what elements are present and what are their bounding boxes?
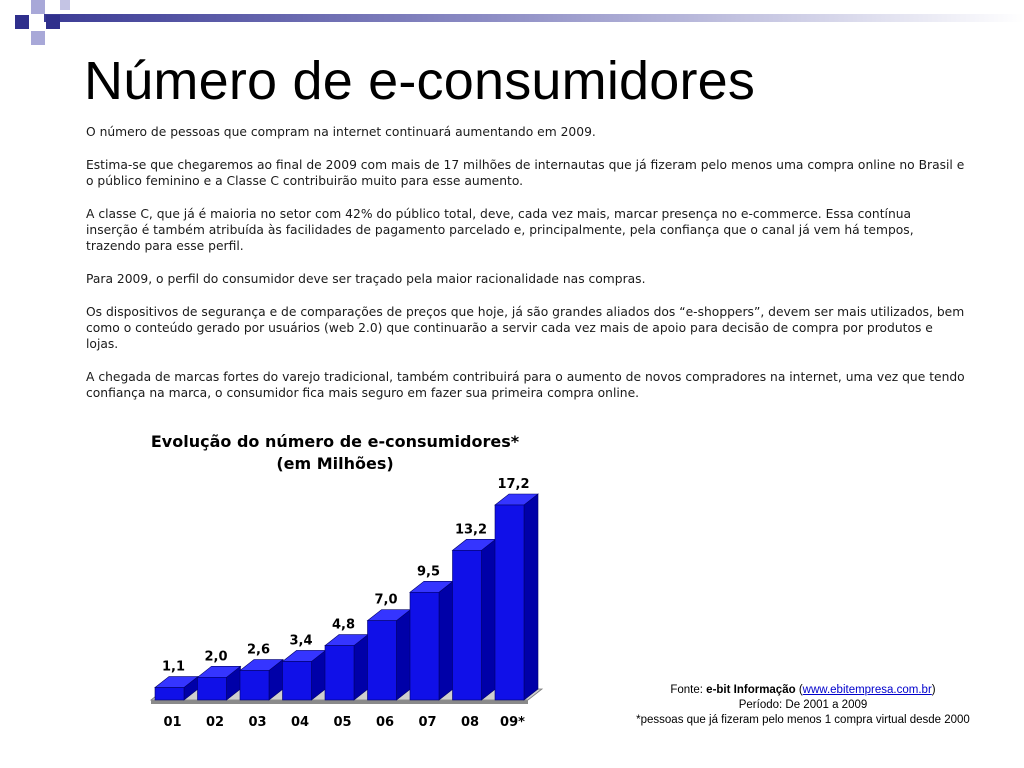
source-prefix: Fonte: — [670, 684, 707, 696]
paragraph: A chegada de marcas fortes do varejo tradicional, também contribuirá para o aumento de novos compradores na internet, uma vez que tendo confiança na marca, o consumidor fica mais seguro em fazer sua primeira compra online. — [86, 370, 965, 400]
chart-subtitle: (em Milhões) — [276, 454, 394, 473]
deco-square-light — [31, 0, 45, 14]
x-tick-label: 04 — [290, 715, 310, 730]
bar-side — [397, 610, 411, 700]
header-gradient-bar — [44, 14, 1024, 22]
bar-side — [524, 494, 538, 700]
paragraph: O número de pessoas que compram na internet continuará aumentando em 2009. — [86, 125, 596, 139]
deco-square-dark — [46, 15, 60, 29]
bar — [198, 677, 227, 700]
data-label: 4,8 — [331, 617, 356, 633]
data-label: 2,6 — [246, 642, 271, 658]
data-label: 3,4 — [289, 633, 313, 649]
source-period: Período: De 2001 a 2009 — [738, 699, 868, 711]
source-line — [608, 683, 998, 698]
x-tick-label: 05 — [333, 715, 352, 730]
x-tick-label: 07 — [418, 715, 437, 730]
paragraph: Os dispositivos de segurança e de comparações de preços que hoje, já são grandes aliados dos “e-shoppers”, devem ser mais utilizados, bem como o conteúdo gerado por usuários (web 2.0) que continuarão a servir cada vez mais de apoio para decisão de compra por produtos e lojas. — [86, 305, 965, 351]
bar — [368, 621, 397, 700]
data-label: 7,0 — [374, 592, 398, 608]
bar — [155, 688, 184, 700]
bar-side — [439, 581, 453, 700]
bar — [453, 550, 482, 700]
chart-title: Evolução do número de e-consumidores* — [150, 432, 520, 451]
bar-chart — [110, 425, 560, 745]
data-label: 2,0 — [204, 649, 228, 665]
data-label: 9,5 — [416, 564, 441, 580]
bar — [410, 592, 439, 700]
bar-side — [482, 539, 496, 700]
data-label: 1,1 — [161, 659, 186, 675]
x-tick-label: 01 — [163, 715, 182, 730]
bar — [240, 671, 269, 700]
bar — [495, 505, 524, 700]
deco-square-dark — [15, 15, 29, 29]
paragraph: Estima-se que chegaremos ao final de 2009 com mais de 17 milhões de internautas que já fizeram pelo menos uma compra online no Brasil e o público feminino e a Classe C contribuirão muito para esse aumento. — [86, 158, 965, 188]
data-label: 17,2 — [497, 477, 530, 492]
bar — [283, 661, 312, 700]
x-tick-label: 02 — [205, 715, 225, 730]
x-tick-label: 03 — [248, 715, 267, 730]
x-tick-label: 06 — [375, 715, 395, 730]
paragraph: A classe C, que já é maioria no setor com 42% do público total, deve, cada vez mais, marcar presença no e-commerce. Essa contínua inserção é também atribuída às facilidades de pagamento parcelado e, principalmente, pela confiança que o canal já vem há tempos, trazendo para esse perfil. — [86, 207, 914, 253]
x-tick-label: 09* — [500, 715, 525, 730]
source-name: e-bit Informação — [706, 684, 796, 696]
body-text — [86, 124, 966, 418]
chart-floor-edge — [151, 700, 528, 704]
x-tick-label: 08 — [460, 715, 480, 730]
paragraph: Para 2009, o perfil do consumidor deve ser traçado pela maior racionalidade nas compras. — [86, 272, 646, 286]
data-label: 13,2 — [454, 522, 488, 538]
bar — [325, 646, 354, 700]
deco-square-light — [60, 0, 70, 10]
source-link[interactable]: www.ebitempresa.com.br — [802, 684, 932, 696]
source-open-paren: ( — [795, 684, 803, 696]
bar-side — [354, 635, 368, 700]
slide-title: Número de e-consumidores — [84, 51, 756, 111]
source-block — [608, 683, 998, 728]
deco-square-light — [31, 31, 45, 45]
source-note: *pessoas que já fizeram pelo menos 1 compra virtual desde 2000 — [636, 714, 970, 726]
source-close-paren: ) — [931, 684, 936, 696]
